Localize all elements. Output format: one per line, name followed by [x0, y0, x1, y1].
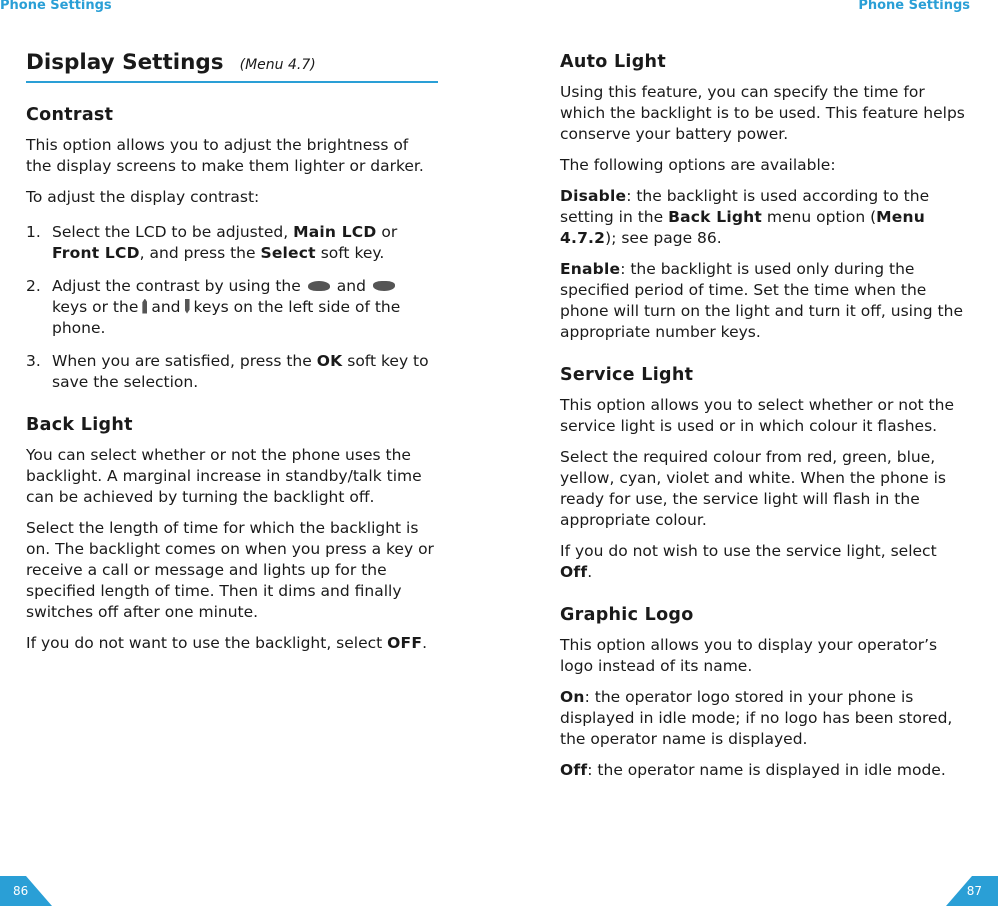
- step-2: [26, 276, 438, 339]
- running-head-right: Phone Settings: [858, 0, 970, 13]
- volume-up-key-icon: [142, 299, 147, 314]
- step-text: Select the LCD to be adjusted, Main LCD or Front LCD, and press the Select soft key.: [52, 223, 398, 262]
- right-column: [560, 52, 972, 791]
- auto-light-intro: Using this feature, you can specify the time for which the backlight is to be used. This feature helps conserve your battery power.: [560, 83, 965, 143]
- left-column: [26, 52, 438, 664]
- contrast-steps: [26, 222, 438, 393]
- page-number-left: 86: [13, 884, 29, 898]
- graphic-logo-heading: Graphic Logo: [560, 605, 694, 625]
- contrast-intro: This option allows you to adjust the brightness of the display screens to make them lighter or darker.: [26, 136, 424, 175]
- back-light-heading: Back Light: [26, 415, 133, 435]
- section-title-text: Display Settings: [26, 50, 224, 75]
- contrast-lead: To adjust the display contrast:: [26, 188, 260, 206]
- running-head-left: Phone Settings: [0, 0, 112, 13]
- volume-down-key-icon: [185, 299, 190, 314]
- section-menu-ref: (Menu 4.7): [239, 57, 316, 73]
- step-3: [26, 351, 438, 393]
- up-nav-key-icon: [308, 281, 330, 291]
- down-nav-key-icon: [373, 281, 395, 291]
- back-light-p2: Select the length of time for which the backlight is on. The backlight comes on when you press a key or receive a call or message and lights up for the specified length of time. Then it dims and finally switches off after one minute.: [26, 519, 434, 621]
- option-on: On: the operator logo stored in your phone is displayed in idle mode; if no logo has been stored, the operator name is displayed.: [560, 688, 953, 748]
- back-light-p3: If you do not want to use the backlight, select OFF.: [26, 634, 428, 652]
- step-number: 2.: [26, 277, 41, 295]
- step-text: Adjust the contrast by using the and keys or the and keys on the left side of the phone.: [52, 277, 401, 337]
- page-number-right: 87: [966, 884, 982, 898]
- service-light-p1: This option allows you to select whether or not the service light is used or in which colour it flashes.: [560, 396, 954, 435]
- option-disable: Disable: the backlight is used according to the setting in the Back Light menu option (Menu 4.7.2); see page 86.: [560, 187, 930, 247]
- contrast-heading: Contrast: [26, 105, 114, 125]
- step-1: [26, 222, 438, 264]
- graphic-logo-intro: This option allows you to display your operator’s logo instead of its name.: [560, 636, 938, 675]
- service-light-p3: If you do not wish to use the service light, select Off.: [560, 542, 937, 581]
- step-number: 3.: [26, 352, 41, 370]
- right-page: [499, 0, 998, 906]
- auto-light-options-lead: The following options are available:: [560, 156, 836, 174]
- back-light-p1: You can select whether or not the phone uses the backlight. A marginal increase in standby/talk time can be achieved by turning the backlight off.: [26, 446, 422, 506]
- service-light-heading: Service Light: [560, 365, 694, 385]
- option-off: Off: the operator name is displayed in idle mode.: [560, 761, 946, 779]
- service-light-p2: Select the required colour from red, green, blue, yellow, cyan, violet and white. When the phone is ready for use, the service light will flash in the appropriate colour.: [560, 448, 946, 529]
- step-text: When you are satisfied, press the OK soft key to save the selection.: [52, 352, 429, 391]
- option-enable: Enable: the backlight is used only during the specified period of time. Set the time when the phone will turn on the light and turn it off, using the appropriate number keys.: [560, 260, 963, 341]
- section-title: [26, 52, 438, 83]
- step-number: 1.: [26, 223, 41, 241]
- auto-light-heading: Auto Light: [560, 52, 666, 72]
